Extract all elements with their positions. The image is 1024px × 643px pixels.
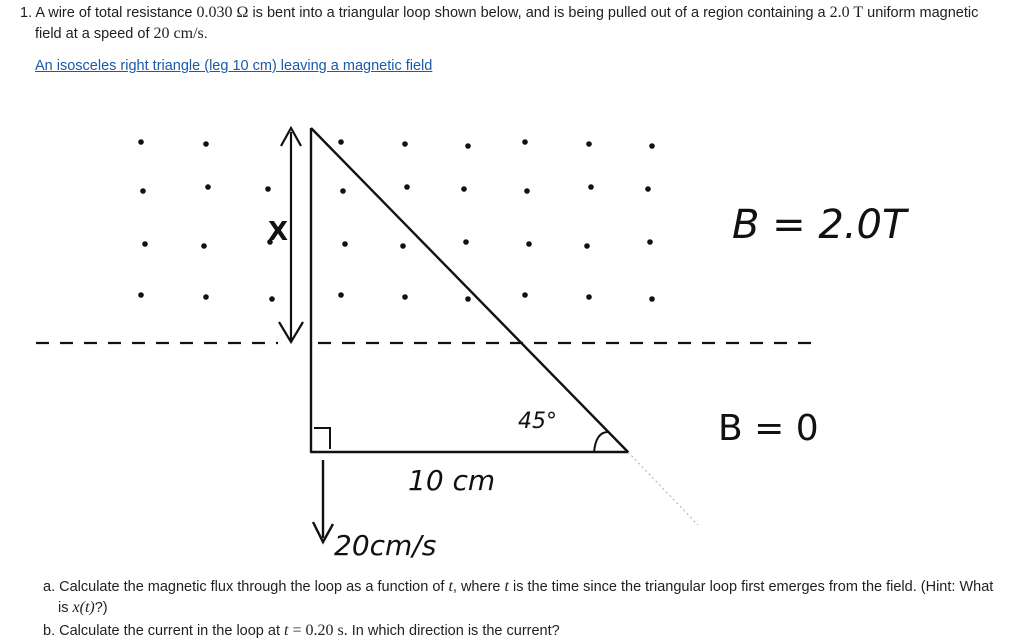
part-a-var-t2: t xyxy=(504,578,509,595)
field-dot xyxy=(465,296,471,302)
field-dot xyxy=(649,296,655,302)
field-dot xyxy=(588,184,594,190)
part-a-var-t1: t xyxy=(448,578,453,595)
part-a-text-4: is xyxy=(58,600,69,616)
nofield-label: B = 0 xyxy=(718,408,819,449)
pencil-extension xyxy=(628,452,698,525)
intro-text-a: A wire of total resistance xyxy=(35,5,193,21)
part-b-text-1: b. Calculate the current in the loop at xyxy=(43,623,280,639)
field-dot xyxy=(524,188,530,194)
part-a-xt: x(t) xyxy=(72,599,95,616)
line2-text-a: field at a speed of xyxy=(35,26,150,42)
field-dot xyxy=(201,243,207,249)
angle-label: 45° xyxy=(518,409,557,434)
field-dot xyxy=(586,294,592,300)
velocity-label: 20cm/s xyxy=(334,529,437,562)
leg-length-label: 10 cm xyxy=(408,464,496,497)
part-a-text-2: , where xyxy=(452,579,501,595)
field-dot xyxy=(203,141,209,147)
field-dot xyxy=(522,139,528,145)
field-dot xyxy=(338,139,344,145)
field-dot xyxy=(205,184,211,190)
field-dot xyxy=(586,141,592,147)
field-value: 2.0 T xyxy=(829,4,864,21)
field-dot xyxy=(465,143,471,149)
part-b-var-t: t xyxy=(284,622,289,639)
field-dot xyxy=(402,294,408,300)
field-dot xyxy=(584,243,590,249)
part-b-text-2: In which direction is the current? xyxy=(351,623,560,639)
field-dot xyxy=(340,188,346,194)
field-dot xyxy=(402,141,408,147)
field-dot xyxy=(649,143,655,149)
field-dot xyxy=(404,184,410,190)
part-a-line1 xyxy=(43,576,1018,598)
part-b-line xyxy=(43,620,560,642)
figure-caption-link[interactable]: An isosceles right triangle (leg 10 cm) leaving a magnetic field xyxy=(35,58,433,74)
field-dot xyxy=(463,239,469,245)
part-a-text-3: is the time since the triangular loop first emerges from the field. (Hint: What xyxy=(512,579,994,595)
field-dot xyxy=(400,243,406,249)
part-a-text-1: a. Calculate the magnetic flux through the loop as a function of xyxy=(43,579,445,595)
field-dot xyxy=(265,186,271,192)
part-b-time: = 0.20 s. xyxy=(292,622,348,639)
field-dot xyxy=(140,188,146,194)
field-dot xyxy=(461,186,467,192)
field-dot xyxy=(338,292,344,298)
speed-value: 20 cm/s xyxy=(153,25,204,42)
part-a-text-5: ?) xyxy=(94,600,108,616)
field-dot xyxy=(138,139,144,145)
intro-text-c: uniform magnetic xyxy=(867,5,979,21)
field-dot xyxy=(142,241,148,247)
field-dot xyxy=(647,239,653,245)
problem-number: 1. xyxy=(20,5,33,21)
part-a-line2 xyxy=(58,597,108,619)
field-dot xyxy=(269,296,275,302)
triangle-loop xyxy=(311,128,628,452)
angle-arc xyxy=(594,432,608,452)
field-dot xyxy=(526,241,532,247)
field-dot xyxy=(138,292,144,298)
line2-text-b: . xyxy=(203,26,208,42)
field-dot xyxy=(645,186,651,192)
resistance-value: 0.030 Ω xyxy=(196,4,249,21)
field-label: B = 2.0T xyxy=(732,202,907,248)
field-dot xyxy=(203,294,209,300)
field-dot xyxy=(522,292,528,298)
right-angle-mark xyxy=(314,428,330,449)
x-label: X xyxy=(268,217,289,247)
field-dot xyxy=(342,241,348,247)
field-dots xyxy=(138,139,655,302)
intro-text-b: is bent into a triangular loop shown below, and is being pulled out of a region containing a xyxy=(252,5,826,21)
